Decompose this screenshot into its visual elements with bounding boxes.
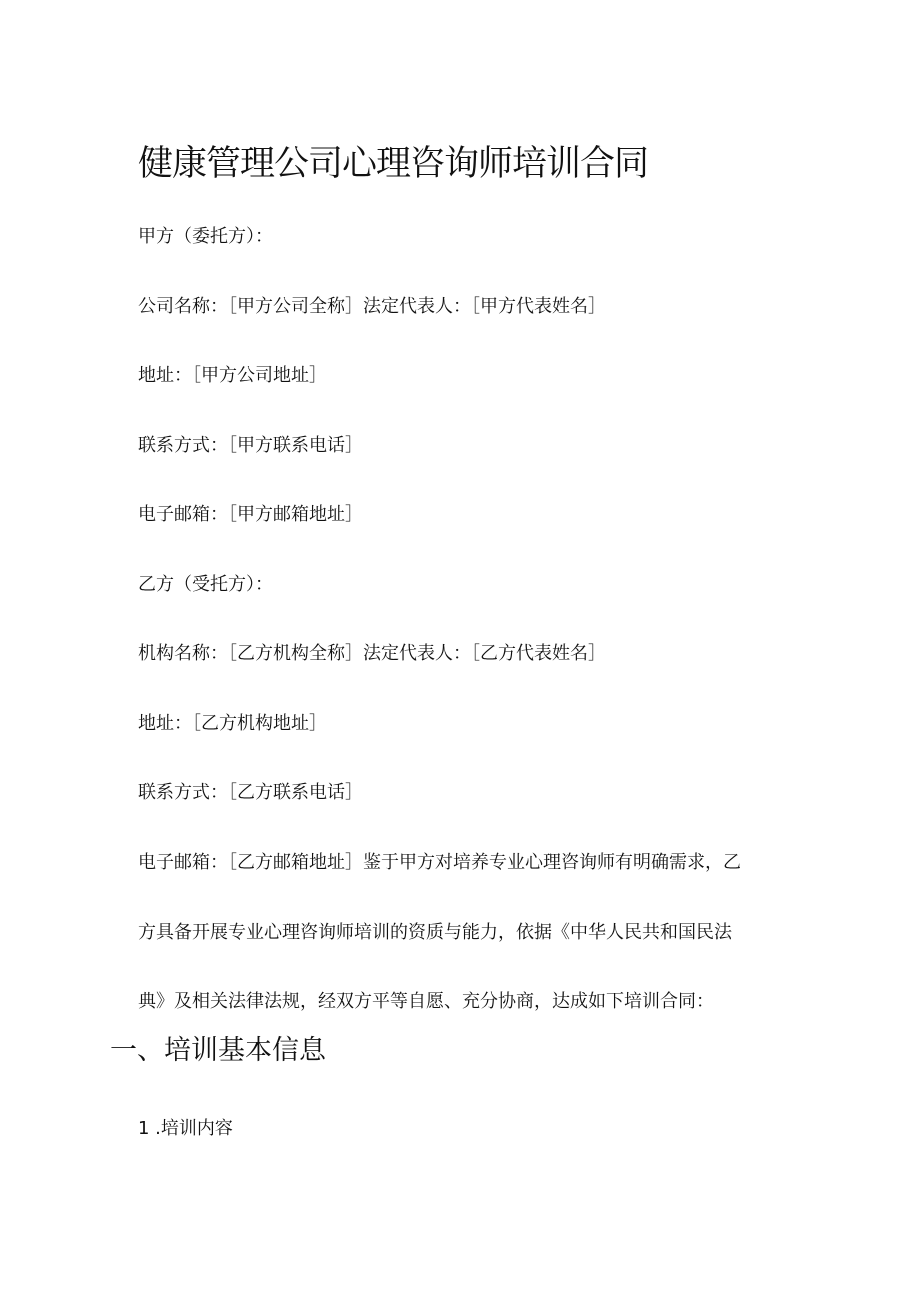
party-a-label: 甲方（委托方）：	[138, 226, 273, 247]
document-title: 健康管理公司心理咨询师培训合同	[138, 144, 649, 184]
party-b-email-preamble: 电子邮箱：［乙方邮箱地址］鉴于甲方对培养专业心理咨询师有明确需求，乙	[138, 852, 741, 873]
party-a-email: 电子邮箱：［甲方邮箱地址］	[138, 504, 363, 525]
preamble-line-2: 方具备开展专业心理咨询师培训的资质与能力，依据《中华人民共和国民法	[138, 922, 732, 943]
party-b-address: 地址：［乙方机构地址］	[138, 713, 327, 734]
party-a-address: 地址：［甲方公司地址］	[138, 365, 327, 386]
party-b-phone: 联系方式：［乙方联系电话］	[138, 782, 363, 803]
party-a-phone: 联系方式：［甲方联系电话］	[138, 435, 363, 456]
section-heading: 一、培训基本信息	[110, 1035, 326, 1066]
party-b-institution: 机构名称：［乙方机构全称］法定代表人：［乙方代表姓名］	[138, 643, 606, 664]
preamble-line-3: 典》及相关法律法规，经双方平等自愿、充分协商，达成如下培训合同：	[138, 991, 714, 1012]
subsection-title: 1 .培训内容	[138, 1118, 233, 1139]
party-b-label: 乙方（受托方）：	[138, 574, 273, 595]
party-a-company: 公司名称：［甲方公司全称］法定代表人：［甲方代表姓名］	[138, 296, 606, 317]
